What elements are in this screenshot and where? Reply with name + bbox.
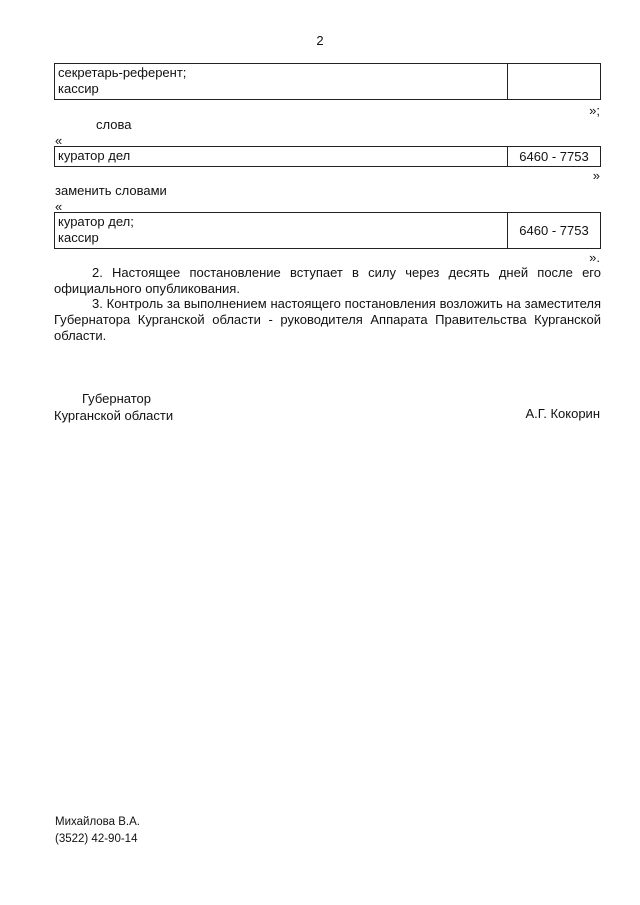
code-cell [508,64,600,99]
opening-quote-mark: « [55,133,63,148]
position-table-2 [54,146,601,167]
executor-phone: (3522) 42-90-14 [55,833,138,845]
replace-label: заменить словами [55,183,167,198]
paragraph-control: 3. Контроль за выполнением настоящего постановления возложить на заместителя Губернатора Курганской области - руководителя Аппарата Правительства Курганской области. [54,296,601,343]
opening-quote-mark: « [55,199,63,214]
paragraph-effective-date: 2. Настоящее постановление вступает в силу через десять дней после его официального опубликования. [54,265,601,296]
code-cell: 6460 - 7753 [519,149,589,164]
signatory-title-line: Губернатор [82,391,151,406]
signatory-title [54,390,173,424]
signatory-name: А.Г. Кокорин [525,406,600,421]
closing-quote-mark: »; [589,103,600,118]
position-line: куратор дел; [58,214,134,229]
page-number: 2 [316,33,324,48]
executor-name: Михайлова В.А. [55,816,140,828]
position-names-cell [55,213,508,248]
code-cell: 6460 - 7753 [519,223,589,238]
position-line: кассир [58,81,99,96]
position-names-cell [55,147,508,166]
position-line: кассир [58,230,99,245]
word-label: слова [96,117,132,132]
position-line: секретарь-референт; [58,65,187,80]
position-table-3 [54,212,601,249]
position-table-1 [54,63,601,100]
closing-quote-mark: » [592,168,600,183]
position-names-cell [55,64,508,99]
position-line: куратор дел [58,148,131,163]
closing-quote-mark: ». [589,250,600,265]
executor-info [55,814,140,848]
signatory-title-line: Курганской области [54,408,174,423]
